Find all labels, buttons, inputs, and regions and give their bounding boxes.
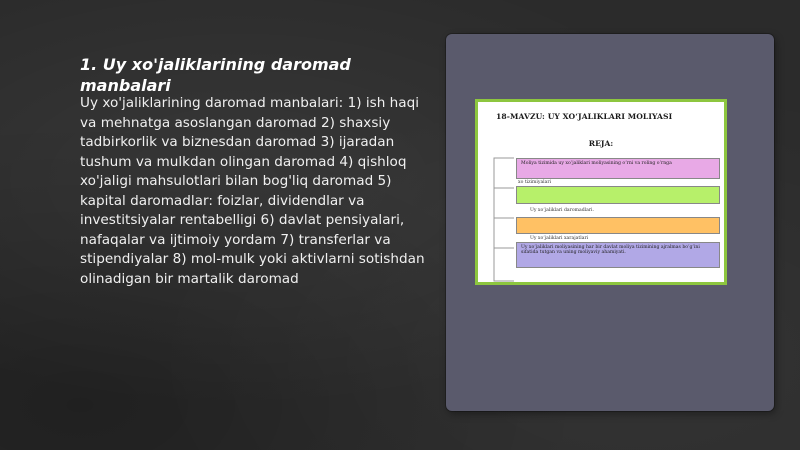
plan-item-3: [516, 217, 720, 234]
plan-item-1-label: xo tizimiyalari: [518, 180, 552, 185]
slide-title: 1. Uy xo'jaliklarining daromad manbalari: [80, 55, 351, 95]
plan-item-3-label: Uy xo‘jaliklari xarajatlari: [530, 236, 589, 241]
embedded-slide-title: 18-MAVZU: UY XO‘JALIKLARI MOLIYASI: [496, 112, 673, 121]
embedded-slide-image: [475, 99, 727, 285]
plan-item-1: Moliya tizimida uy xo‘jaliklari moliyasining o‘rni va roling o‘rnga: [516, 158, 720, 179]
plan-bracket: [490, 156, 516, 283]
slide-body-text: Uy xo'jaliklarining daromad manbalari: 1) ish haqi va mehnatga asoslangan daromad 2) shaxsiy tadbirkorlik va biznesdan daromad 3) ijaradan tushum va mulkdan olingan daromad 4) qishloq xo'jaligi mahsulotlari bilan bog'liq daromad 5) kapital daromadlar: foizlar, dividendlar va investitsiyalar rentabelligi 6) davlat pensiyalari, nafaqalar va ijtimoiy yordam 7) transferlar va stipendiyalar 8) mol-mulk yoki aktivlarni sotishdan olinadigan bir martalik daromad: [80, 95, 425, 287]
plan-item-2: [516, 186, 720, 204]
plan-item-4: Uy xo‘jaliklari moliyasining har bir davlat moliya tizimining ajralmas bo‘g‘ini sifatida tutgan va uning moliyaviy ahamiyati.: [516, 242, 720, 268]
embedded-slide-subtitle: REJA:: [588, 139, 614, 148]
plan-item-2-label: Uy xo‘jaliklari daromadlari.: [530, 208, 594, 213]
